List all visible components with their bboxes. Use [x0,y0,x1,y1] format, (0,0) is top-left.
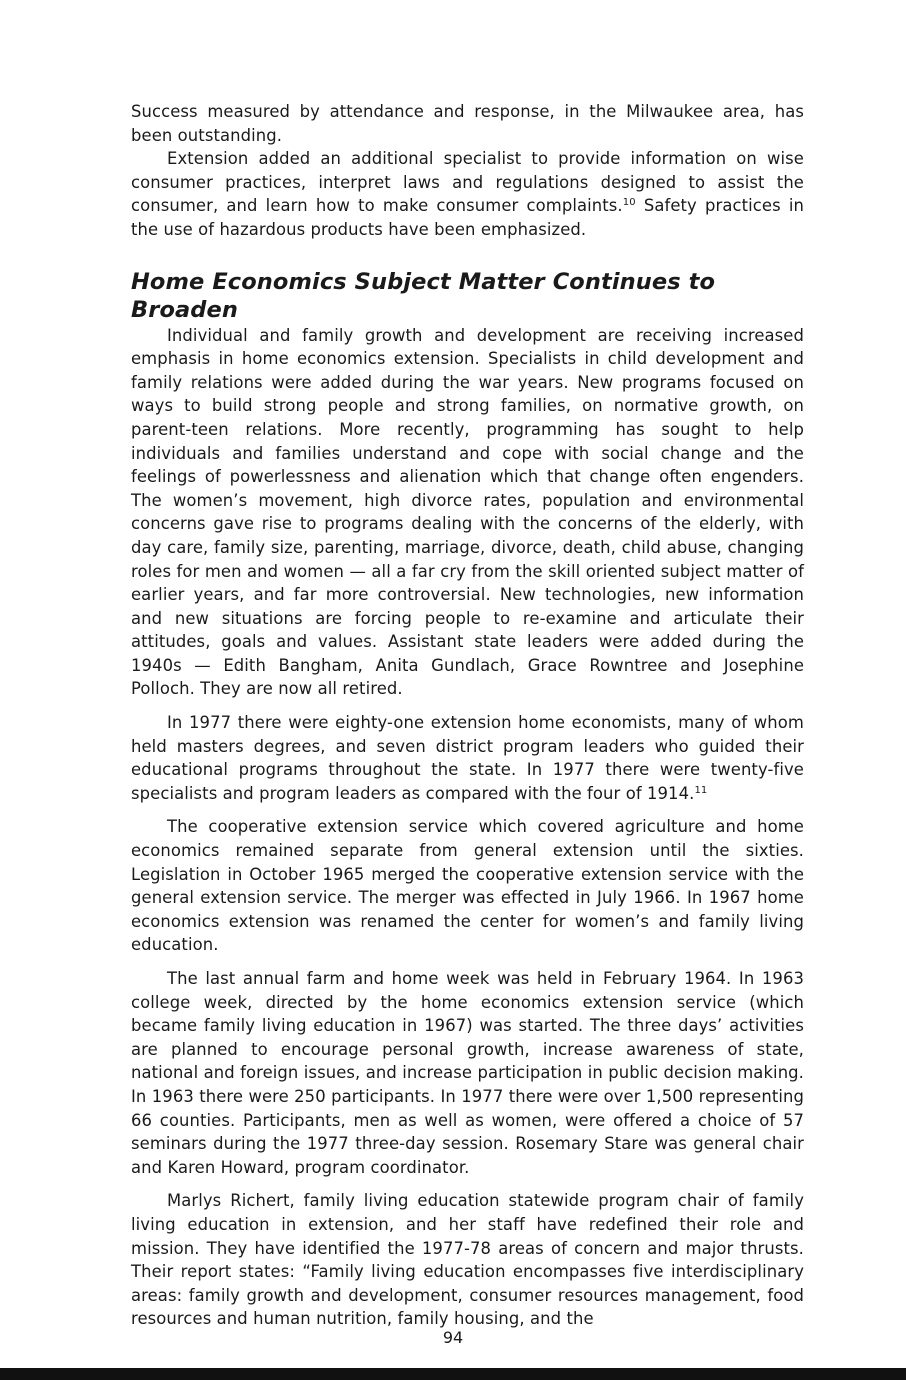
paragraph-text: Marlys Richert, family living education statewide program chair of family living education in extension, and her staff have redefined their role and mission. They have identified the 1977-78 areas of concern and major thrusts. Their report states: “Family living education encompasses five interdisciplinary areas: family growth and development, consumer resources management, food resources and human nutrition, family housing, and the [131,1191,804,1329]
paragraph-text: Safety practices in the use of hazardous products have been emphasized. [131,196,804,239]
paragraph-farm-home-week [131,967,804,1179]
paragraph-cooperative-extension [131,815,804,957]
paragraph-text: Success measured by attendance and response, in the Milwaukee area, has been outstanding. [131,102,804,145]
paragraph-text: The cooperative extension service which covered agriculture and home economics remained separate from general extension until the sixties. Legislation in October 1965 merged the cooperative extension service with the general extension service. The merger was effected in July 1966. In 1967 home economics extension was renamed the center for women’s and family living education. [131,817,804,955]
page-body [131,100,804,1331]
footnote-ref: 11 [694,784,708,796]
paragraph-consumer-specialist [131,147,804,241]
paragraph-text: Individual and family growth and development are receiving increased emphasis in home economics extension. Specialists in child development and family relations were added during the war years. New programs focused on ways to build strong people and strong families, on normative growth, on parent-teen relations. More recently, programming has sought to help individuals and families understand and cope with social change and the feelings of powerlessness and alienation which that change often engenders. The women’s movement, high divorce rates, population and environmental concerns gave rise to programs dealing with the concerns of the elderly, with day care, family size, parenting, marriage, divorce, death, child abuse, changing roles for men and women — all a far cry from the skill oriented subject matter of earlier years, and far more controversial. New technologies, new information and new situations are forcing people to re-examine and articulate their attitudes, goals and values. Assistant state leaders were added during the 1940s — Edith Bangham, Anita Gundlach, Grace Rowntree and Josephine Polloch. They are now all retired. [131,325,804,699]
bottom-border-rule [0,1368,906,1380]
paragraph-text: Extension added an additional specialist to provide information on wise consumer practices, interpret laws and regulations designed to assist the consumer, and learn how to make consumer complaints. [131,149,804,216]
paragraph-milwaukee-success [131,100,804,147]
paragraph-marlys-richert [131,1189,804,1331]
footnote-ref: 10 [622,197,636,209]
paragraph-home-economists-1977 [131,711,804,805]
paragraph-text: The last annual farm and home week was held in February 1964. In 1963 college week, directed by the home economics extension service (which became family living education in 1967) was started. The three days’ activities are planned to encourage personal growth, increase awareness of state, national and foreign issues, and increase participation in public decision making. In 1963 there were 250 participants. In 1977 there were over 1,500 representing 66 counties. Participants, men as well as women, were offered a choice of 57 seminars during the 1977 three-day session. Rosemary Stare was general chair and Karen Howard, program coordinator. [131,969,804,1177]
section-heading: Home Economics Subject Matter Continues to Broaden [131,268,716,323]
page-number: 94 [442,1328,464,1347]
paragraph-family-growth [131,324,804,702]
paragraph-text: In 1977 there were eighty-one extension home economists, many of whom held masters degrees, and seven district program leaders who guided their educational programs throughout the state. In 1977 there were twenty-five specialists and program leaders as compared with the four of 1914. [131,713,804,803]
